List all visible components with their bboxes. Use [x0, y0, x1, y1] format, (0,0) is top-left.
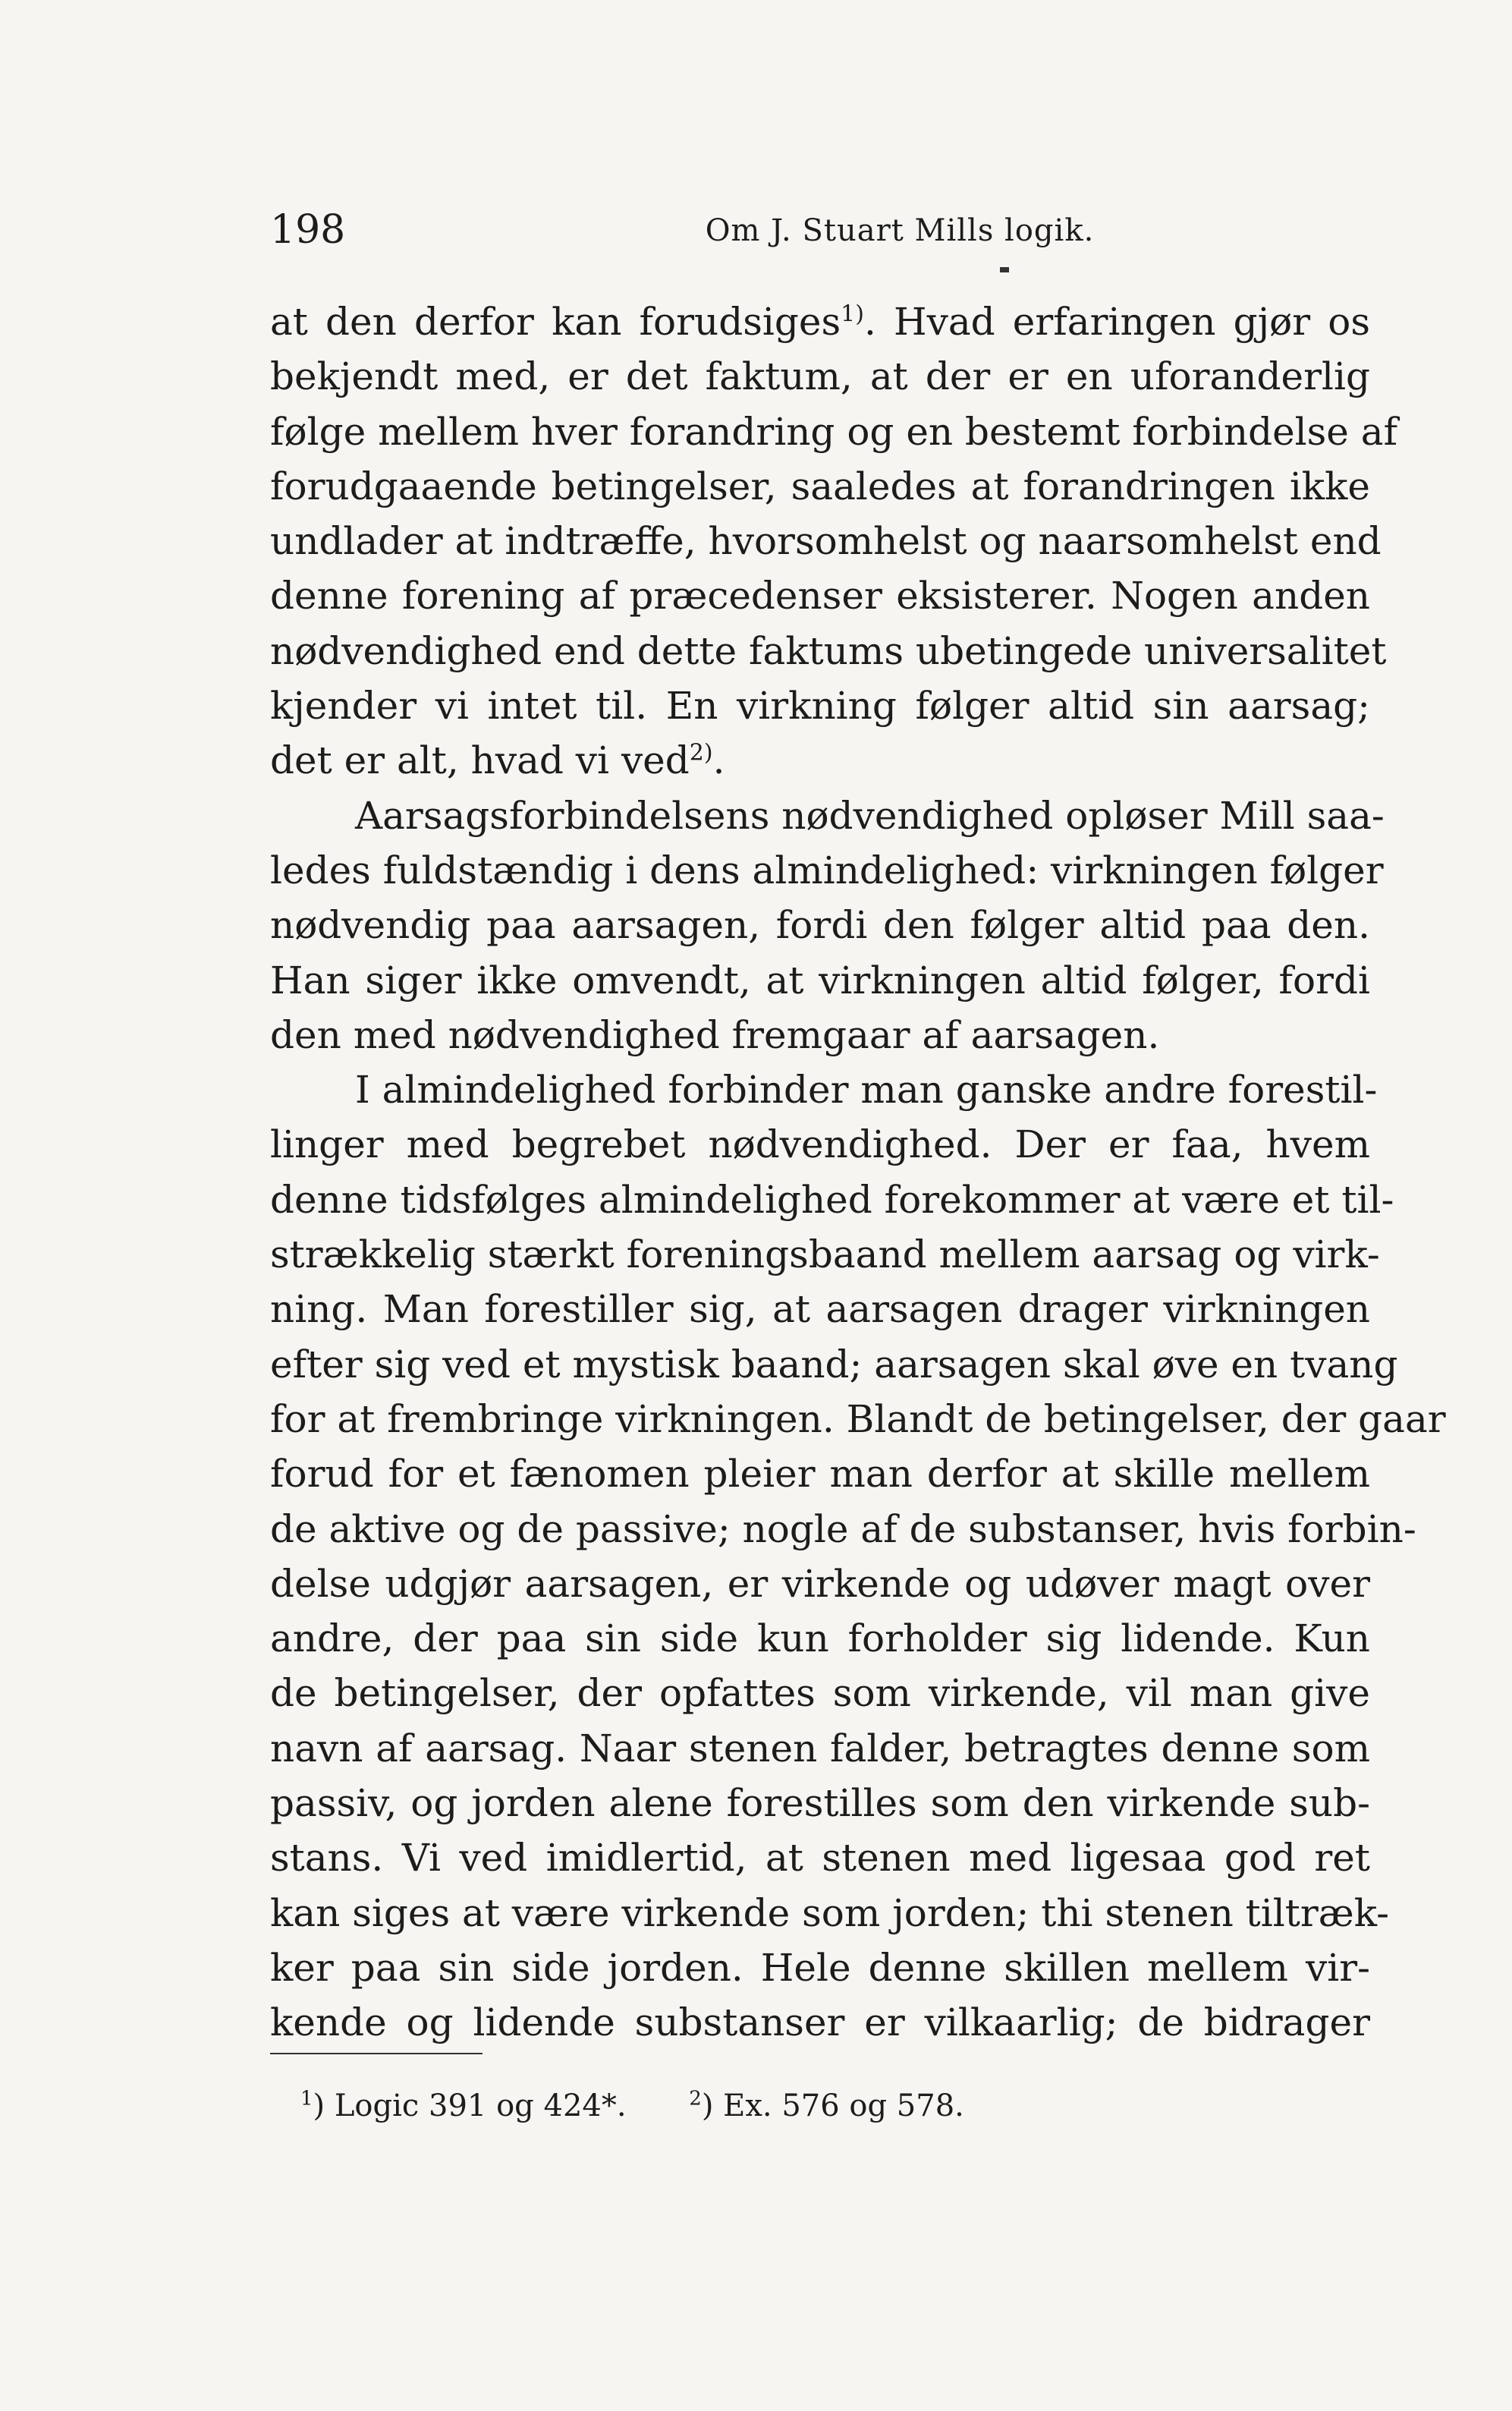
line-text: nødvendighed end dette faktums ubetingede universalitet: [270, 628, 1387, 673]
line-text: nødvendig paa aarsagen, fordi den følger altid paa den.: [270, 903, 1370, 948]
footnote-rule: [270, 2053, 483, 2054]
text-line: [270, 1446, 1370, 1501]
text-line: [270, 294, 1370, 349]
text-line: [270, 1172, 1394, 1227]
line-text: I almindelighed forbinder man ganske andre forestil-: [355, 1068, 1378, 1113]
text-line: [270, 898, 1370, 952]
line-text: denne forening af præcedenser eksisterer. Nogen anden: [270, 574, 1370, 618]
text-line: [270, 624, 1387, 678]
print-mark: [1000, 267, 1009, 272]
page-number: 198: [270, 207, 346, 253]
line-text: de aktive og de passive; nogle af de substanser, hvis forbin-: [270, 1506, 1416, 1551]
line-text: de betingelser, der opfattes som virkende, vil man give: [270, 1671, 1370, 1716]
line-text: det er alt, hvad vi ved: [270, 738, 690, 783]
text-line: [270, 733, 1370, 788]
text-line: [270, 514, 1382, 568]
footnote-reference: 2): [689, 739, 713, 766]
line-text-tail: .: [712, 738, 725, 783]
text-line: [270, 678, 1370, 733]
line-text: ning. Man forestiller sig, at aarsagen drager virkningen: [270, 1287, 1370, 1332]
line-text: følge mellem hver forandring og en bestemt forbindelse af: [270, 409, 1398, 454]
text-line: [270, 349, 1370, 404]
text-line: [270, 1282, 1370, 1336]
line-text: Han siger ikke omvendt, at virkningen altid følger, fordi: [270, 958, 1370, 1002]
footnote-2: [689, 2083, 964, 2129]
footnotes: [300, 2083, 1017, 2129]
line-text: efter sig ved et mystisk baand; aarsagen skal øve en tvang: [270, 1342, 1398, 1386]
line-text: forudgaaende betingelser, saaledes at forandringen ikke: [270, 464, 1370, 508]
line-text: kjender vi intet til. En virkning følger altid sin aarsag;: [270, 684, 1370, 729]
text-line: [270, 1062, 1378, 1117]
line-text: navn af aarsag. Naar stenen falder, betragtes denne som: [270, 1726, 1370, 1770]
line-text: delse udgjør aarsagen, er virkende og udøver magt over: [270, 1561, 1370, 1606]
text-line: [270, 1008, 1370, 1062]
text-line: [270, 1392, 1446, 1446]
footnote-reference: 1): [841, 301, 864, 328]
text-line: [270, 1995, 1370, 2050]
text-line: [270, 1721, 1370, 1776]
line-text: kan siges at være virkende som jorden; thi stenen tiltræk-: [270, 1890, 1390, 1935]
text-line: [270, 404, 1398, 459]
line-text: forud for et fænomen pleier man derfor at skille mellem: [270, 1452, 1370, 1497]
text-line: [270, 788, 1385, 843]
line-text: Aarsagsforbindelsens nødvendighed opløser Mill saa-: [355, 793, 1385, 838]
text-line: [270, 1666, 1370, 1720]
footnote-marker: 1: [300, 2087, 313, 2110]
line-text: ker paa sin side jorden. Hele denne skillen mellem vir-: [270, 1945, 1370, 1990]
line-text: kende og lidende substanser er vilkaarlig; de bidrager: [270, 2000, 1370, 2045]
text-line: [270, 568, 1370, 623]
line-text: den med nødvendighed fremgaar af aarsagen.: [270, 1012, 1160, 1057]
line-text: linger med begrebet nødvendighed. Der er faa, hvem: [270, 1122, 1370, 1167]
text-line: [270, 1940, 1370, 1995]
text-line: [270, 1502, 1416, 1556]
text-line: [270, 1830, 1370, 1885]
text-line: [270, 1337, 1398, 1392]
footnote-text: ) Logic 391 og 424*.: [313, 2088, 627, 2123]
running-title: Om J. Stuart Mills logik.: [705, 213, 1095, 248]
text-line: [270, 1886, 1390, 1940]
footnote-text: ) Ex. 576 og 578.: [701, 2088, 964, 2123]
line-text: ledes fuldstændig i dens almindelighed: virkningen følger: [270, 848, 1384, 892]
footnote-1: [300, 2083, 627, 2129]
line-text: undlader at indtræffe, hvorsomhelst og naarsomhelst end: [270, 519, 1382, 564]
running-head: [270, 203, 1370, 257]
text-line: [270, 953, 1370, 1008]
line-text: strækkelig stærkt foreningsbaand mellem aarsag og virk-: [270, 1232, 1380, 1277]
line-text: denne tidsfølges almindelighed forekommer at være et til-: [270, 1177, 1394, 1222]
text-line: [270, 1227, 1380, 1282]
line-text: stans. Vi ved imidlertid, at stenen med ligesaa god ret: [270, 1836, 1370, 1881]
line-text: at den derfor kan forudsiges: [270, 300, 841, 344]
body-text: [270, 294, 1446, 2051]
text-line: [270, 1556, 1370, 1611]
line-text-tail: . Hvad erfaringen gjør os: [863, 300, 1370, 344]
text-line: [270, 1117, 1370, 1172]
text-line: [270, 459, 1370, 514]
line-text: bekjendt med, er det faktum, at der er en uforanderlig: [270, 354, 1370, 399]
line-text: passiv, og jorden alene forestilles som den virkende sub-: [270, 1781, 1370, 1826]
text-line: [270, 1611, 1370, 1666]
text-line: [270, 1776, 1370, 1830]
text-line: [270, 843, 1384, 898]
line-text: andre, der paa sin side kun forholder sig lidende. Kun: [270, 1616, 1370, 1661]
footnote-marker: 2: [689, 2087, 702, 2110]
line-text: for at frembringe virkningen. Blandt de betingelser, der gaar: [270, 1396, 1446, 1441]
